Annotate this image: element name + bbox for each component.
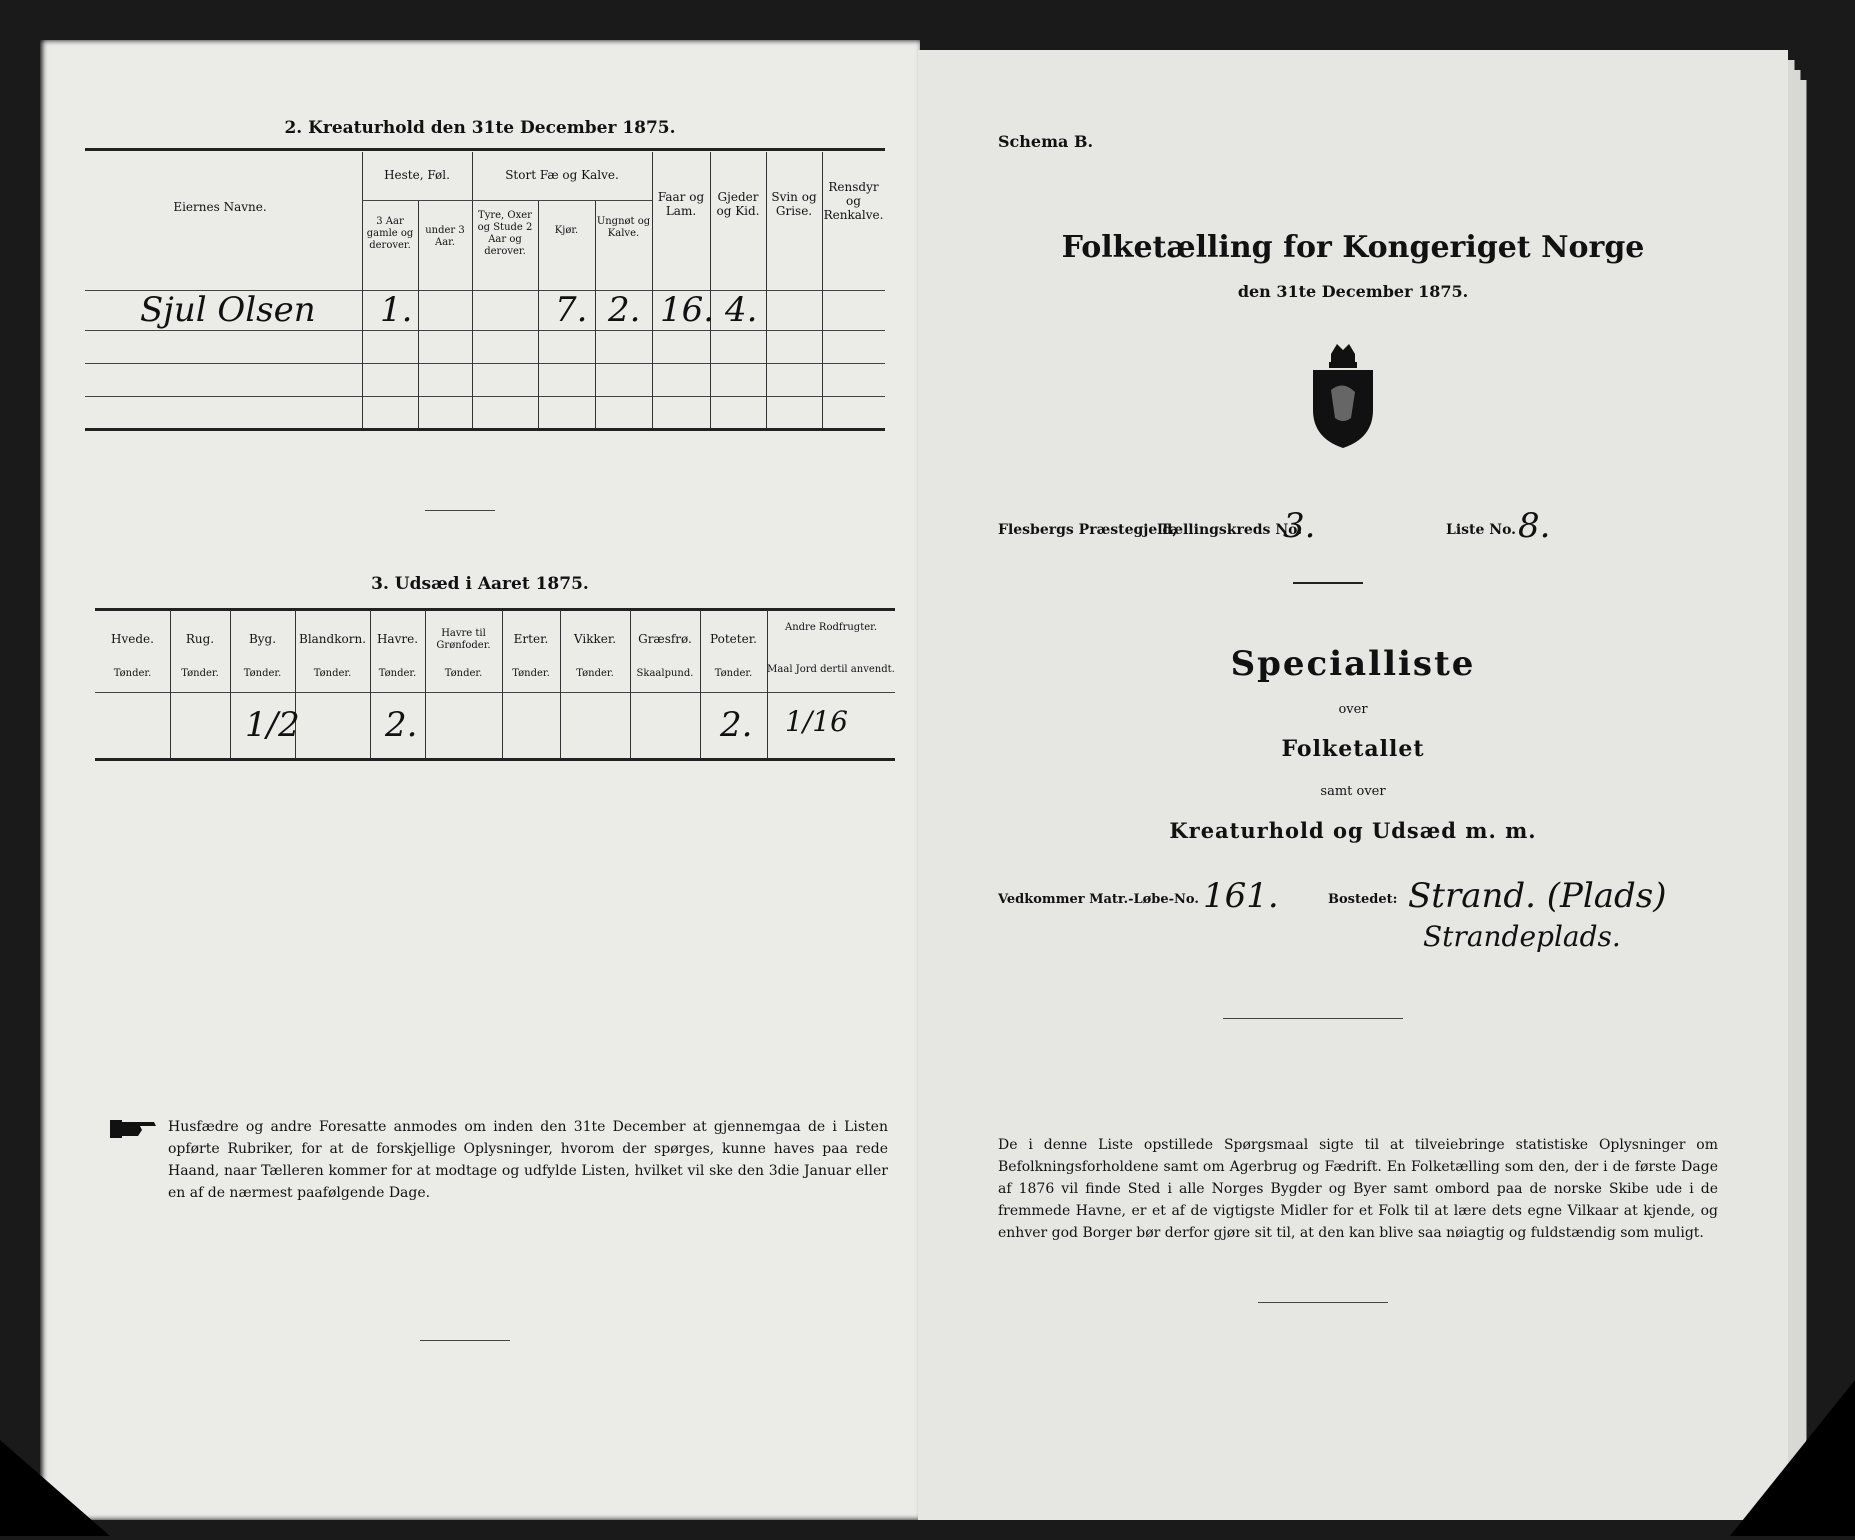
col-graesfro: Græsfrø. xyxy=(638,632,692,646)
col-poteter: Poteter. xyxy=(710,632,757,646)
over-text: over xyxy=(1338,702,1368,717)
col-rule xyxy=(362,152,363,428)
col-gjeder: Gjeder og Kid. xyxy=(716,190,760,218)
unit-tonder: Tønder. xyxy=(378,668,417,679)
bosted-value-2: Strandeplads. xyxy=(1423,920,1621,953)
col-blandkorn: Blandkorn. xyxy=(299,632,366,646)
col-faar: Faar og Lam. xyxy=(657,190,705,218)
col-rule xyxy=(472,152,473,428)
liste-number: 8. xyxy=(1518,506,1551,546)
pointing-hand-icon xyxy=(110,1118,158,1140)
andre-value: 1/16 xyxy=(785,705,848,738)
rule xyxy=(85,148,885,151)
col-havre: Havre. xyxy=(376,632,419,646)
col-byg: Byg. xyxy=(248,632,277,646)
footer-text: De i denne Liste opstillede Spørgsmaal sigte til at tilveiebringe statistiske Oplysninger om Befolkningsforholdene samt om Agerbrug og Fædrift. En Folketælling som den, der i de første Dage af 1876 vil finde Sted i alle Norges Bygder og Byer samt ombord paa de norske Skibe ude i de fremmede Havne, er et af de vigtigste Midler for et Folk til at lære dets egne Vilkaar at kjende, og enhver god Borger bør derfor gjøre sit til, at den kan blive saa nøiagtig og fuldstændig som muligt. xyxy=(998,1137,1718,1241)
unit-tonder: Tønder. xyxy=(714,668,753,679)
parish-label: Flesbergs Præstegjeld, xyxy=(998,522,1178,538)
col-heste-b: under 3 Aar. xyxy=(425,225,465,248)
unit-tonder: Tønder. xyxy=(313,668,352,679)
rule xyxy=(95,692,895,693)
bosted-label: Bostedet: xyxy=(1328,892,1398,907)
col-vikker: Vikker. xyxy=(573,632,617,646)
liste-label: Liste No. xyxy=(1446,522,1517,538)
page-edge xyxy=(1800,80,1807,1480)
divider xyxy=(1293,582,1363,584)
rule xyxy=(95,758,895,761)
havre-value: 2. xyxy=(385,705,418,745)
unit-tonder: Tønder. xyxy=(181,668,219,679)
rule xyxy=(85,428,885,431)
left-page xyxy=(40,40,920,1520)
unit-tonder: Tønder. xyxy=(444,668,483,679)
divider xyxy=(420,1340,510,1341)
folketallet-heading: Folketallet xyxy=(1281,736,1425,762)
kreaturhold-heading: Kreaturhold og Udsæd m. m. xyxy=(1169,818,1537,843)
col-heste-a: 3 Aar gamle og derover. xyxy=(366,216,414,251)
notice-text: Husfædre og andre Foresatte anmodes om inden den 31te December at gjennemgaa de i Listen opførte Rubriker, for at de forskjellige Oplysninger, hvorom der spørges, kunne haves paa rede Haand, naar Tælleren kommer for at modtage og udfylde Listen, hvilket vil ske den 3die Januar eller en af de nærmest paafølgende Dage. xyxy=(168,1119,888,1201)
unit-tonder: Tønder. xyxy=(576,668,614,679)
divider xyxy=(1223,1018,1403,1019)
ungnot-value: 2. xyxy=(608,290,641,330)
schema-label: Schema B. xyxy=(998,132,1094,151)
photo-corner-icon xyxy=(0,1420,130,1536)
unit-maal-jord: Maal Jord dertil anvendt. xyxy=(767,664,895,675)
col-hvede: Hvede. xyxy=(111,632,154,646)
heste-a-value: 1. xyxy=(380,290,413,330)
divider xyxy=(1258,1302,1388,1303)
col-stort-a: Tyre, Oxer og Stude 2 Aar og derover. xyxy=(477,210,533,257)
col-stort-c: Ungnøt og Kalve. xyxy=(596,216,651,239)
owner-name: Sjul Olsen xyxy=(140,290,316,330)
col-havre-gronfoder: Havre til Grønfoder. xyxy=(436,628,491,651)
kreds-number: 3. xyxy=(1283,506,1316,546)
rule xyxy=(362,200,652,201)
matr-label: Vedkommer Matr.-Løbe-No. xyxy=(998,892,1199,907)
section-3-title: 3. Udsæd i Aaret 1875. xyxy=(371,574,589,594)
rule xyxy=(95,608,895,611)
bosted-value: Strand. (Plads) xyxy=(1408,876,1667,916)
col-erter: Erter. xyxy=(513,632,549,646)
kjor-value: 7. xyxy=(555,290,588,330)
document-title: Folketælling for Kongeriget Norge xyxy=(1061,230,1645,265)
rule xyxy=(85,396,885,397)
faar-value: 16. xyxy=(660,290,715,330)
rule xyxy=(85,330,885,331)
samt-over-text: samt over xyxy=(1320,784,1386,799)
matr-number: 161. xyxy=(1203,876,1279,916)
col-stort-b: Kjør. xyxy=(554,225,579,236)
byg-value: 1/2 xyxy=(245,705,300,745)
col-svin: Svin og Grise. xyxy=(771,190,817,218)
rule xyxy=(85,363,885,364)
specialliste-heading: Specialliste xyxy=(1230,644,1476,684)
poteter-value: 2. xyxy=(720,705,753,745)
gjeder-value: 4. xyxy=(725,290,758,330)
unit-skaalpund: Skaalpund. xyxy=(636,668,694,679)
col-andre: Andre Rodfrugter. xyxy=(784,622,877,633)
section-2-title: 2. Kreaturhold den 31te December 1875. xyxy=(284,118,676,138)
col-owner: Eiernes Navne. xyxy=(173,200,267,214)
right-page xyxy=(918,50,1788,1520)
coat-of-arms-icon xyxy=(1303,340,1383,450)
col-heste: Heste, Føl. xyxy=(384,168,450,182)
document-date: den 31te December 1875. xyxy=(1237,282,1469,301)
kreds-label: Tællingskreds No. xyxy=(1160,522,1303,538)
unit-tonder: Tønder. xyxy=(243,668,282,679)
col-rensdyr: Rensdyr og Renkalve. xyxy=(823,180,884,222)
unit-tonder: Tønder. xyxy=(512,668,550,679)
photo-corner-icon xyxy=(1710,1380,1855,1536)
col-rug: Rug. xyxy=(185,632,215,646)
unit-tonder: Tønder. xyxy=(113,668,152,679)
divider xyxy=(425,510,495,511)
col-stort: Stort Fæ og Kalve. xyxy=(505,168,619,182)
